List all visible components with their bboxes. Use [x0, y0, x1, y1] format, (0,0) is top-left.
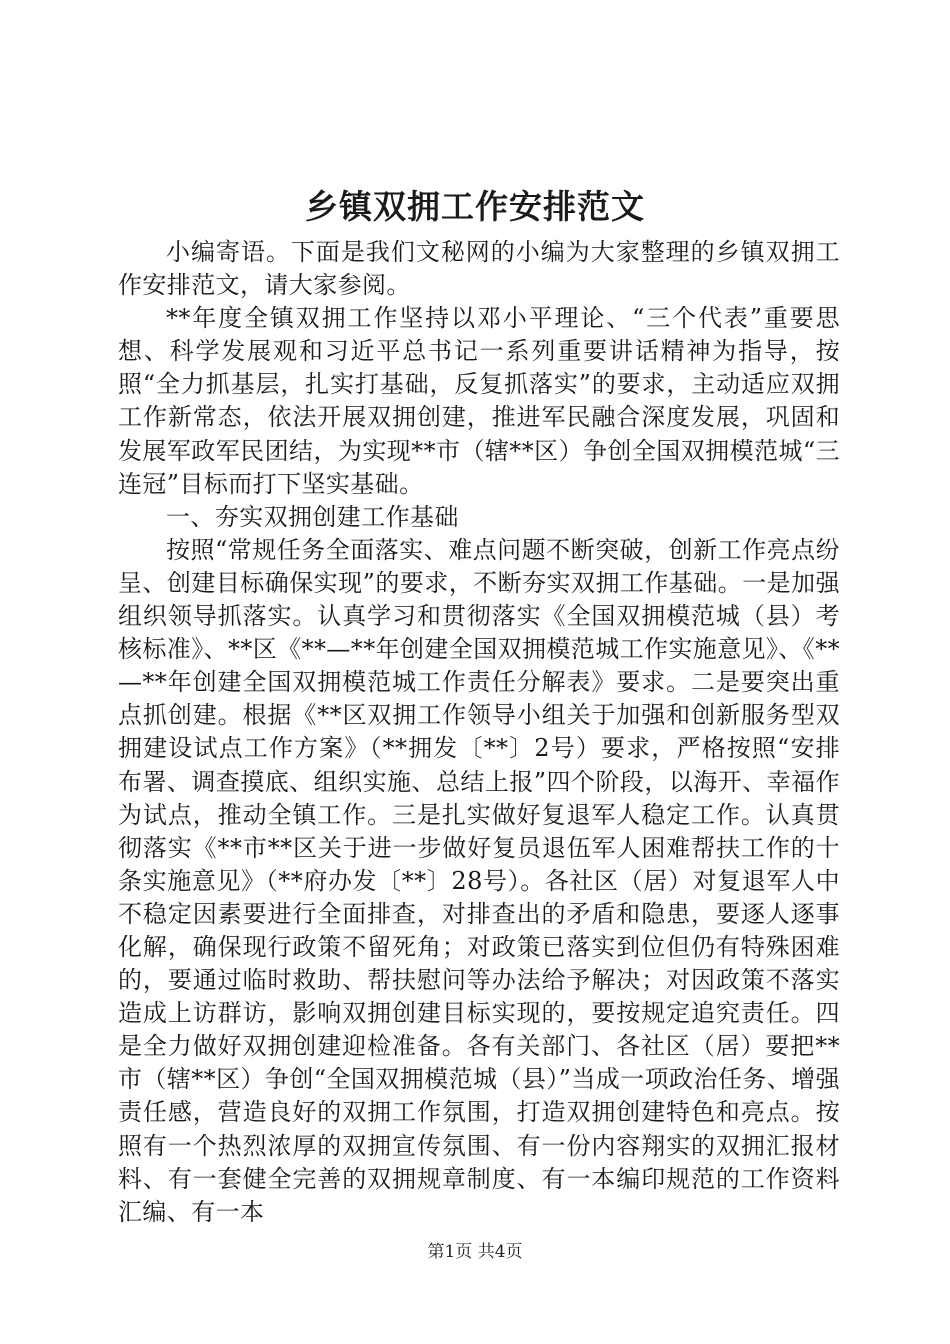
section-heading: 一、夯实双拥创建工作基础 [166, 502, 459, 531]
section-paragraph: 按照“常规任务全面落实、难点问题不断突破，创新工作亮点纷呈、创建目标确保实现”的要求，不断夯实双拥工作基础。一是加强组织领导抓落实。认真学习和贯彻落实《全国双拥模范城（县）考核标准》、**区《**—**年创建全国双拥模范城工作实施意见》、《**—**年创建全国双拥模范城工作责任分解表》要求。二是要突出重点抓创建。根据《**区双拥工作领导小组关于加强和创新服务型双拥建设试点工作方案》（**拥发〔**〕2号）要求，严格按照“安排布署、调查摸底、组织实施、总结上报”四个阶段，以海开、幸福作为试点，推动全镇工作。三是扎实做好复退军人稳定工作。认真贯彻落实《**市**区关于进一步做好复员退伍军人困难帮扶工作的十条实施意见》（**府办发〔**〕28号）。各社区（居）对复退军人中不稳定因素要进行全面排查，对排查出的矛盾和隐患，要逐人逐事化解，确保现行政策不留死角；对政策已落实到位但仍有特殊困难的，要通过临时救助、帮扶慰问等办法给予解决；对因政策不落实造成上访群访，影响双拥创建目标实现的，要按规定追究责任。四是全力做好双拥创建迎检准备。各有关部门、各社区（居）要把**市（辖**区）争创“全国双拥模范城（县）”当成一项政治任务、增强责任感，营造良好的双拥工作氛围，打造双拥创建特色和亮点。按照有一个热烈浓厚的双拥宣传氛围、有一份内容翔实的双拥汇报材料、有一套健全完善的双拥规章制度、有一本编印规范的工作资料汇编、有一本 [118, 535, 840, 1226]
page-number-footer: 第1页 共4页 [427, 1242, 523, 1262]
overview-paragraph: **年度全镇双拥工作坚持以邓小平理论、“三个代表”重要思想、科学发展观和习近平总书记一系列重要讲话精神为指导，按照“全力抓基层，扎实打基础，反复抓落实”的要求，主动适应双拥工作新常态，依法开展双拥创建，推进军民融合深度发展，巩固和发展军政军民团结，为实现**市（辖**区）争创全国双拥模范城“三连冠”目标而打下坚实基础。 [118, 304, 840, 498]
document-body [118, 236, 840, 1229]
document-title: 乡镇双拥工作安排范文 [305, 187, 645, 226]
intro-paragraph: 小编寄语。下面是我们文秘网的小编为大家整理的乡镇双拥工作安排范文，请大家参阅。 [118, 238, 840, 300]
